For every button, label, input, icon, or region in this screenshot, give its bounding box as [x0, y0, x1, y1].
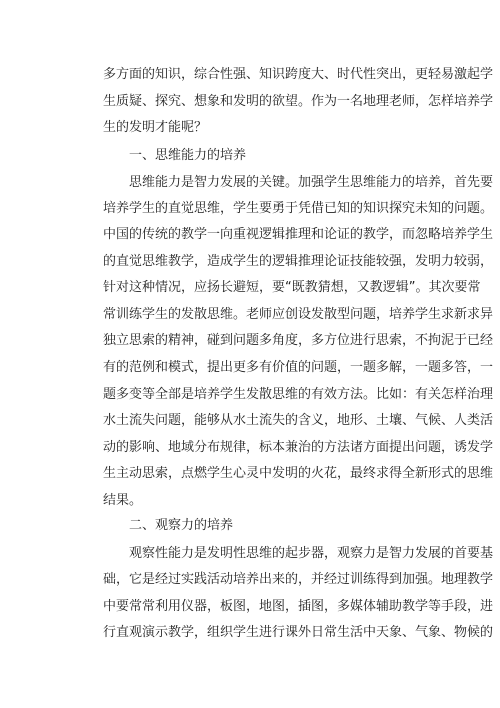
paragraph-line: 生主动思索，点燃学生心灵中发明的火花，最终求得全新形式的思维: [103, 466, 494, 481]
paragraph-line: 中要常常利用仪器，板图，地图，插图，多媒体辅助教学等手段，进: [103, 599, 494, 614]
paragraph-line: 中国的传统的教学一向重视逻辑推理和论证的教学，而忽略培养学生: [103, 227, 494, 242]
paragraph-line: 础，它是经过实践活动培养出来的，并经过训练得到加强。地理教学: [103, 572, 494, 587]
intro-line: 生质疑、探究、想象和发明的欲望。作为一名地理老师，怎样培养学: [103, 94, 494, 109]
paragraph-line: 常训练学生的发散思维。老师应创设发散型问题，培养学生求新求异: [103, 307, 494, 322]
paragraph-line: 培养学生的直觉思维，学生要勇于凭借已知的知识探究未知的问题。: [103, 201, 494, 216]
paragraph-line: 观察性能力是发明性思维的起步器，观察力是智力发展的首要基: [129, 546, 494, 561]
section-heading: 一、思维能力的培养: [129, 148, 247, 163]
paragraph-line: 的直觉思维教学，造成学生的逻辑推理论证技能较强，发明力较弱，: [103, 254, 494, 269]
paragraph-line: 行直观演示教学，组织学生进行课外日常生活中天象、气象、物候的: [103, 625, 494, 640]
intro-line: 生的发明才能呢？: [103, 120, 208, 135]
paragraph-line: 思维能力是智力发展的关键。加强学生思维能力的培养，首先要: [129, 175, 494, 190]
paragraph-line: 题多变等全部是培养学生发散思维的有效方法。比如：有关怎样治理: [103, 387, 494, 402]
section-heading: 二、观察力的培养: [129, 518, 234, 533]
intro-line: 多方面的知识，综合性强、知识跨度大、时代性突出，更轻易激起学: [103, 67, 494, 82]
paragraph-line: 水土流失问题，能够从水土流失的含义，地形、土壤、气候、人类活: [103, 413, 494, 428]
paragraph-line: 动的影响、地域分布规律，标本兼治的方法诸方面提出问题，诱发学: [103, 440, 494, 455]
paragraph-line: 独立思索的精神，碰到问题多角度，多方位进行思索，不拘泥于已经: [103, 333, 494, 348]
paragraph-line: 针对这种情况，应扬长避短，要“既教猜想，又教逻辑”。其次要常: [103, 280, 481, 295]
paragraph-line: 有的范例和模式，提出更多有价值的问题，一题多解，一题多答，一: [103, 360, 494, 375]
paragraph-line: 结果。: [103, 493, 143, 508]
